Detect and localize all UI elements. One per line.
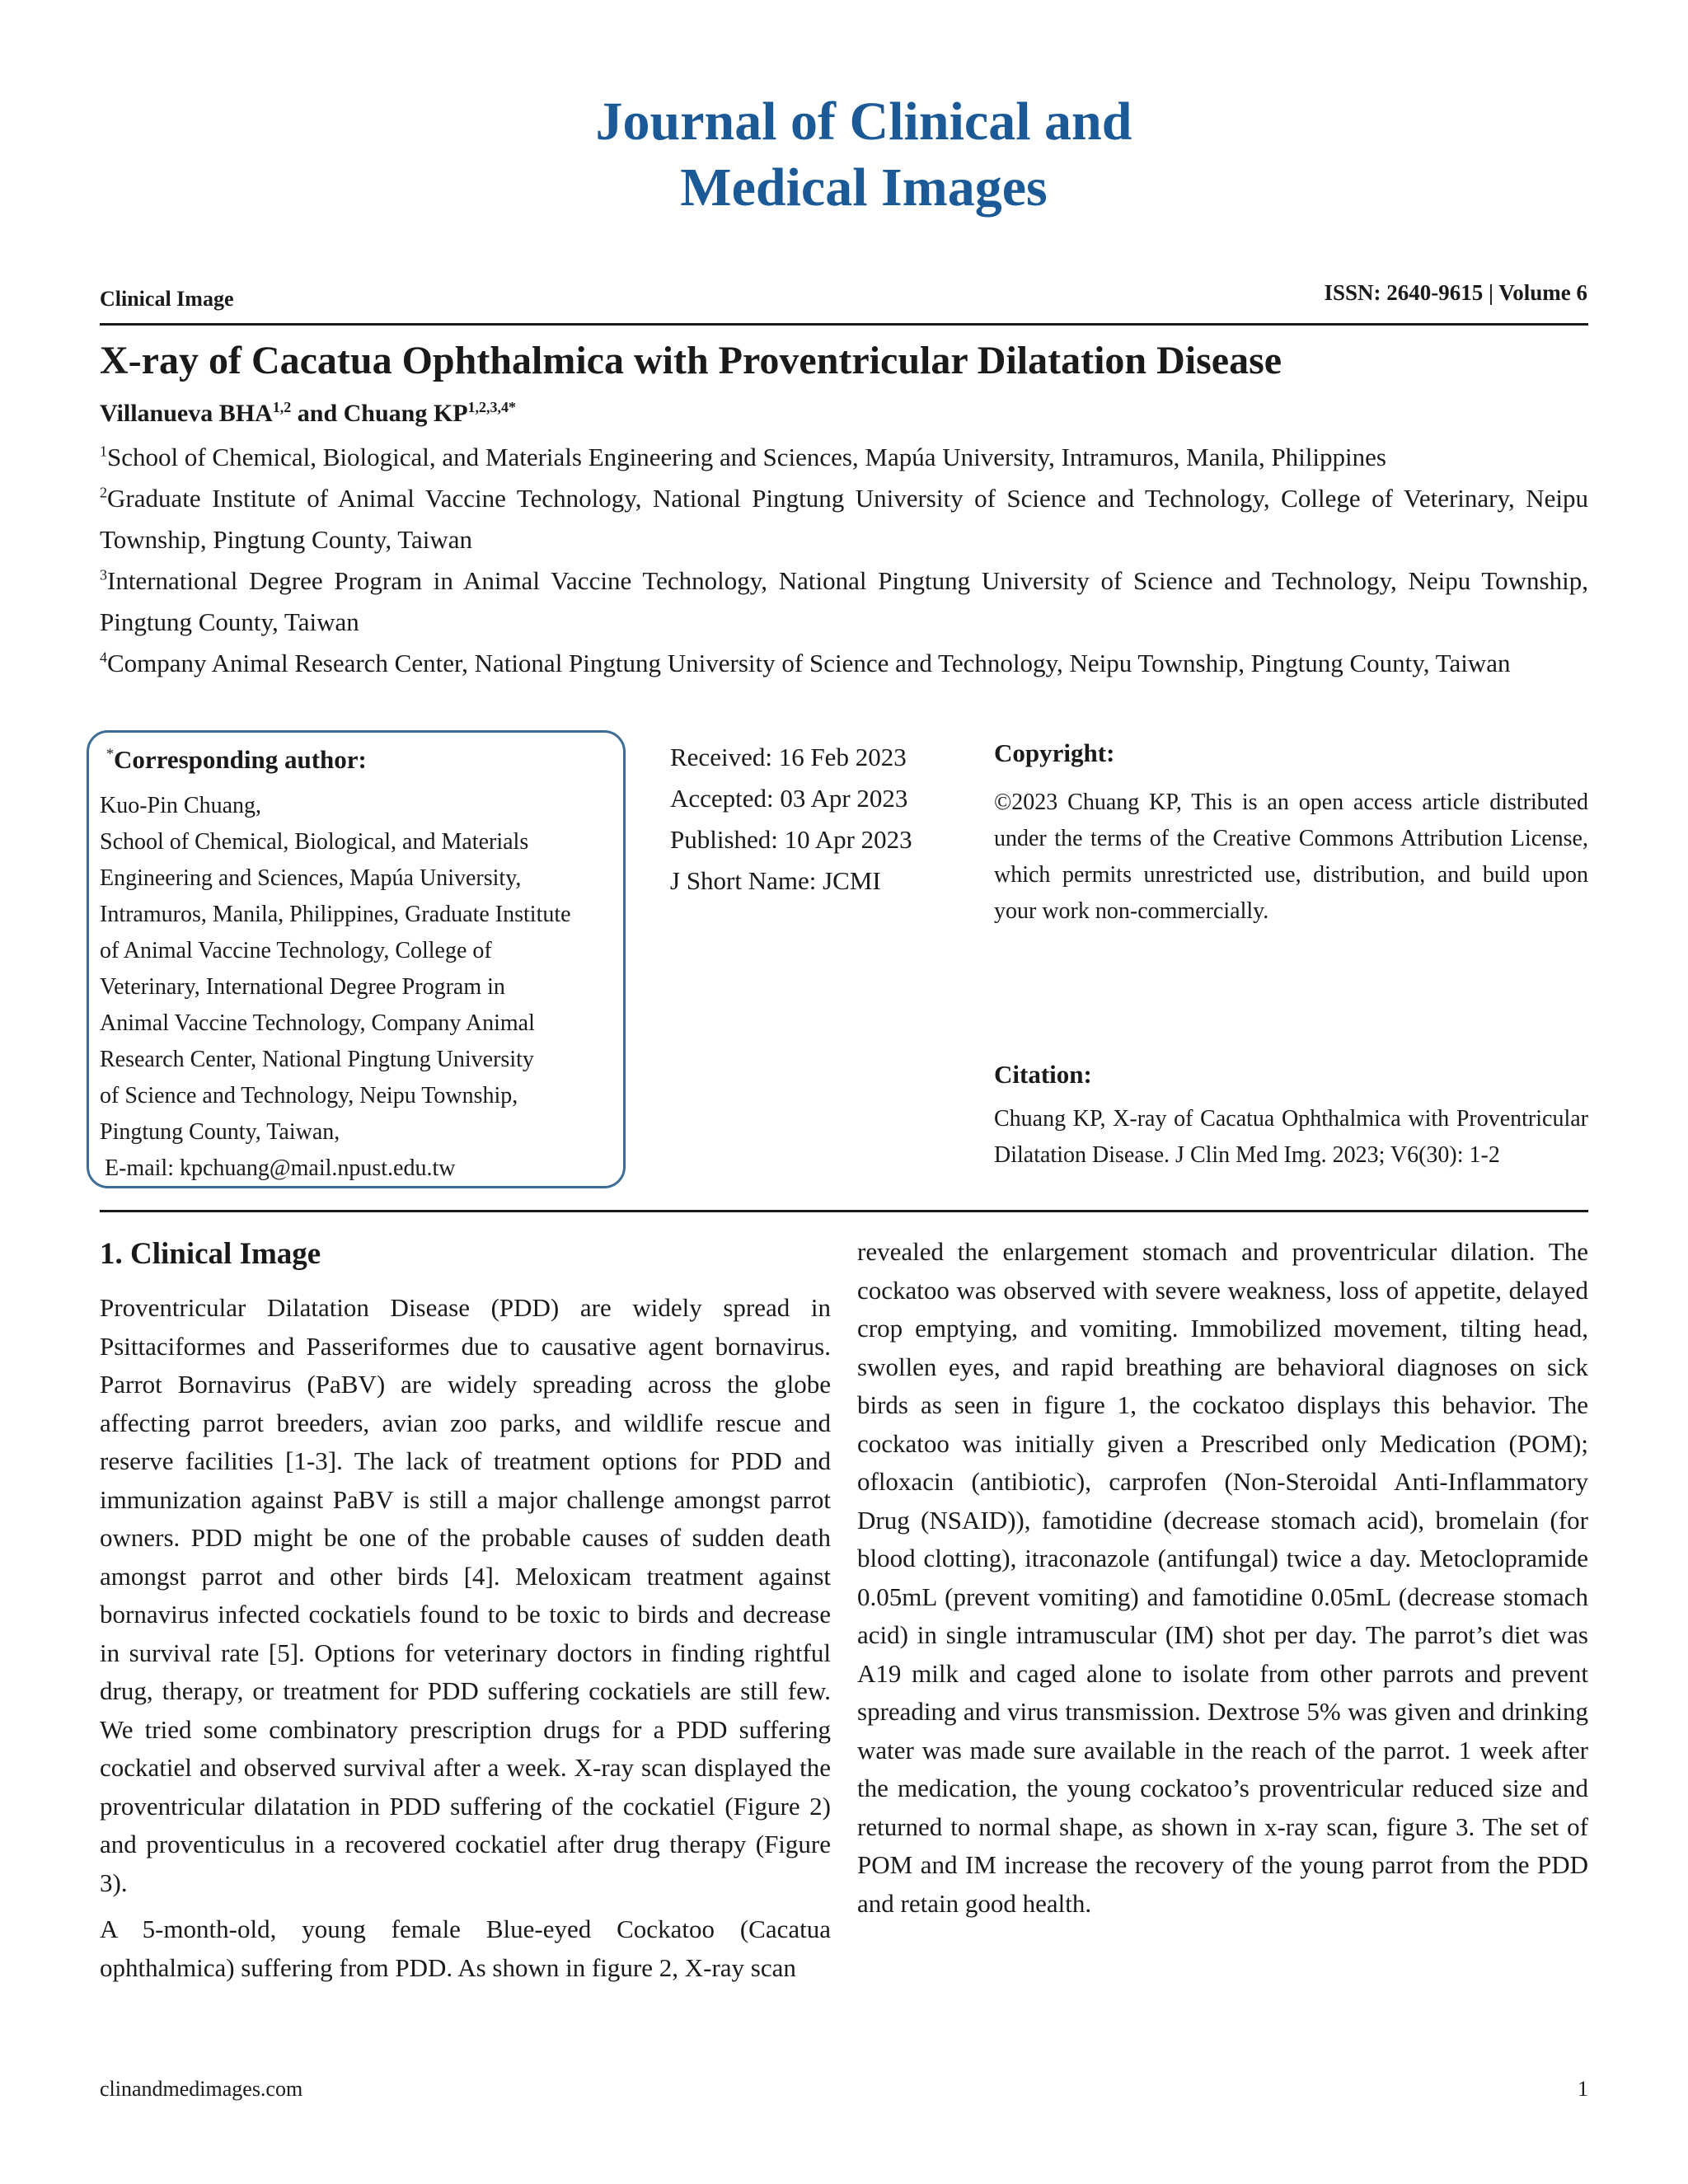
- corresponding-line: Veterinary, International Degree Program in: [100, 974, 505, 1000]
- copyright-heading: Copyright:: [994, 738, 1115, 767]
- affiliation-number: 4: [100, 649, 107, 666]
- section-type: Clinical Image: [100, 287, 234, 311]
- author-list: [100, 399, 516, 428]
- affiliation-item: [100, 560, 1588, 643]
- accepted-date: Accepted: 03 Apr 2023: [670, 784, 908, 813]
- affiliation-item: [100, 437, 1588, 478]
- corresponding-line: School of Chemical, Biological, and Materials: [100, 829, 529, 855]
- affiliation-item: [100, 643, 1588, 684]
- affiliation-number: 1: [100, 443, 107, 460]
- author-name: Villanueva BHA: [100, 400, 273, 427]
- affiliation-text: Graduate Institute of Animal Vaccine Technology, National Pingtung University of Science and Technology, College of Veterinary, Neipu Township, Pingtung County, Taiwan: [100, 484, 1588, 554]
- corresponding-line: Animal Vaccine Technology, Company Animal: [100, 1010, 535, 1036]
- header-divider: [100, 323, 1588, 326]
- author-joiner: and: [291, 400, 344, 427]
- corresponding-line: of Animal Vaccine Technology, College of: [100, 938, 492, 963]
- corresponding-author-details: [100, 788, 571, 1187]
- journal-title-line-1: Journal of Clinical and: [595, 91, 1132, 152]
- affiliation-number: 3: [100, 566, 107, 583]
- corresponding-line: of Science and Technology, Neipu Township,: [100, 1083, 518, 1108]
- journal-short-name: J Short Name: JCMI: [670, 866, 881, 895]
- section-heading: 1. Clinical Image: [100, 1237, 321, 1271]
- corresponding-star: *: [106, 745, 114, 762]
- corresponding-author-heading: [106, 745, 367, 775]
- body-column-left: [100, 1289, 831, 1987]
- journal-title-line-2: Medical Images: [680, 157, 1048, 218]
- affiliation-item: [100, 478, 1588, 560]
- body-paragraph: A 5-month-old, young female Blue-eyed Cockatoo (Cacatua ophthalmica) suffering from PDD. As shown in figure 2, X-ray scan: [100, 1915, 831, 1982]
- affiliation-text: Company Animal Research Center, National Pingtung University of Science and Technology, Neipu Township, Pingtung County, Taiwan: [107, 649, 1511, 677]
- corresponding-line: Engineering and Sciences, Mapúa University,: [100, 865, 522, 891]
- corresponding-line: Intramuros, Manila, Philippines, Graduate Institute: [100, 902, 571, 927]
- corresponding-line: Pingtung County, Taiwan,: [100, 1119, 340, 1145]
- affiliation-text: School of Chemical, Biological, and Materials Engineering and Sciences, Mapúa University, Intramuros, Manila, Philippines: [107, 443, 1386, 471]
- published-date: Published: 10 Apr 2023: [670, 825, 912, 854]
- body-paragraph: Proventricular Dilatation Disease (PDD) are widely spread in Psittaciformes and Passeriformes due to causative agent bornavirus. Parrot Bornavirus (PaBV) are widely spreading across the globe affecting parrot breeders, avian zoo parks, and wildlife rescue and reserve facilities [1-3]. The lack of treatment options for PDD and immunization against PaBV is still a major challenge amongst parrot owners. PDD might be one of the probable causes of sudden death amongst parrot and other birds [4]. Meloxicam treatment against bornavirus infected cockatiels found to be toxic to birds and decrease in survival rate [5]. Options for veterinary doctors in finding rightful drug, therapy, or treatment for PDD suffering cockatiels are still few. We tried some combinatory prescription drugs for a PDD suffering cockatiel and observed survival after a week. X-ray scan displayed the proventricular dilatation in PDD suffering of the cockatiel (Figure 2) and proventiculus in a recovered cockatiel after drug therapy (Figure 3).: [100, 1293, 831, 1897]
- affiliation-list: [100, 437, 1588, 684]
- footer-website: clinandmedimages.com: [100, 2077, 303, 2101]
- author-affiliation-marks: 1,2: [272, 399, 292, 415]
- corresponding-line: Kuo-Pin Chuang,: [100, 793, 261, 818]
- page-number: 1: [1578, 2077, 1588, 2101]
- citation-heading: Citation:: [994, 1060, 1092, 1089]
- author-affiliation-marks: 1,2,3,4*: [467, 399, 517, 415]
- journal-title: [0, 89, 1688, 221]
- received-date: Received: 16 Feb 2023: [670, 743, 907, 771]
- affiliation-text: International Degree Program in Animal Vaccine Technology, National Pingtung University of Science and Technology, Neipu Township, Pingtung County, Taiwan: [100, 566, 1588, 636]
- corresponding-heading-text: Corresponding author:: [114, 745, 367, 774]
- copyright-text: ©2023 Chuang KP, This is an open access article distributed under the terms of the Creative Commons Attribution License, which permits unrestricted use, distribution, and build upon your work non-commercially.: [994, 790, 1588, 924]
- article-dates: [670, 737, 912, 902]
- affiliation-number: 2: [100, 484, 107, 501]
- corresponding-line: Research Center, National Pingtung University: [100, 1047, 534, 1072]
- issn-volume: ISSN: 2640-9615 | Volume 6: [1324, 280, 1587, 305]
- author-name: Chuang KP: [343, 400, 468, 427]
- citation-text: Chuang KP, X-ray of Cacatua Ophthalmica with Proventricular Dilatation Disease. J Clin Med Img. 2023; V6(30): 1-2: [994, 1106, 1588, 1168]
- section-divider: [100, 1210, 1588, 1212]
- body-column-right: [857, 1233, 1588, 1923]
- article-title: X-ray of Cacatua Ophthalmica with Proventricular Dilatation Disease: [100, 339, 1282, 382]
- corresponding-email: E-mail: kpchuang@mail.npust.edu.tw: [105, 1155, 456, 1181]
- body-paragraph: revealed the enlargement stomach and proventricular dilation. The cockatoo was observed with severe weakness, loss of appetite, delayed crop emptying, and vomiting. Immobilized movement, tilting head, swollen eyes, and rapid breathing are behavioral diagnoses on sick birds as seen in figure 1, the cockatoo displays this behavior. The cockatoo was initially given a Prescribed only Medication (POM); ofloxacin (antibiotic), carprofen (Non-Steroidal Anti-Inflammatory Drug (NSAID)), famotidine (decrease stomach acid), bromelain (for blood clotting), itraconazole (antifungal) twice a day. Metoclopramide 0.05mL (prevent vomiting) and famotidine 0.05mL (decrease stomach acid) in single intramuscular (IM) shot per day. The parrot’s diet was A19 milk and caged alone to isolate from other parrots and prevent spreading and virus transmission. Dextrose 5% was given and drinking water was made sure available in the reach of the parrot. 1 week after the medication, the young cockatoo’s proventricular reduced size and returned to normal shape, as shown in x-ray scan, figure 3. The set of POM and IM increase the recovery of the young parrot from the PDD and retain good health.: [857, 1237, 1588, 1918]
